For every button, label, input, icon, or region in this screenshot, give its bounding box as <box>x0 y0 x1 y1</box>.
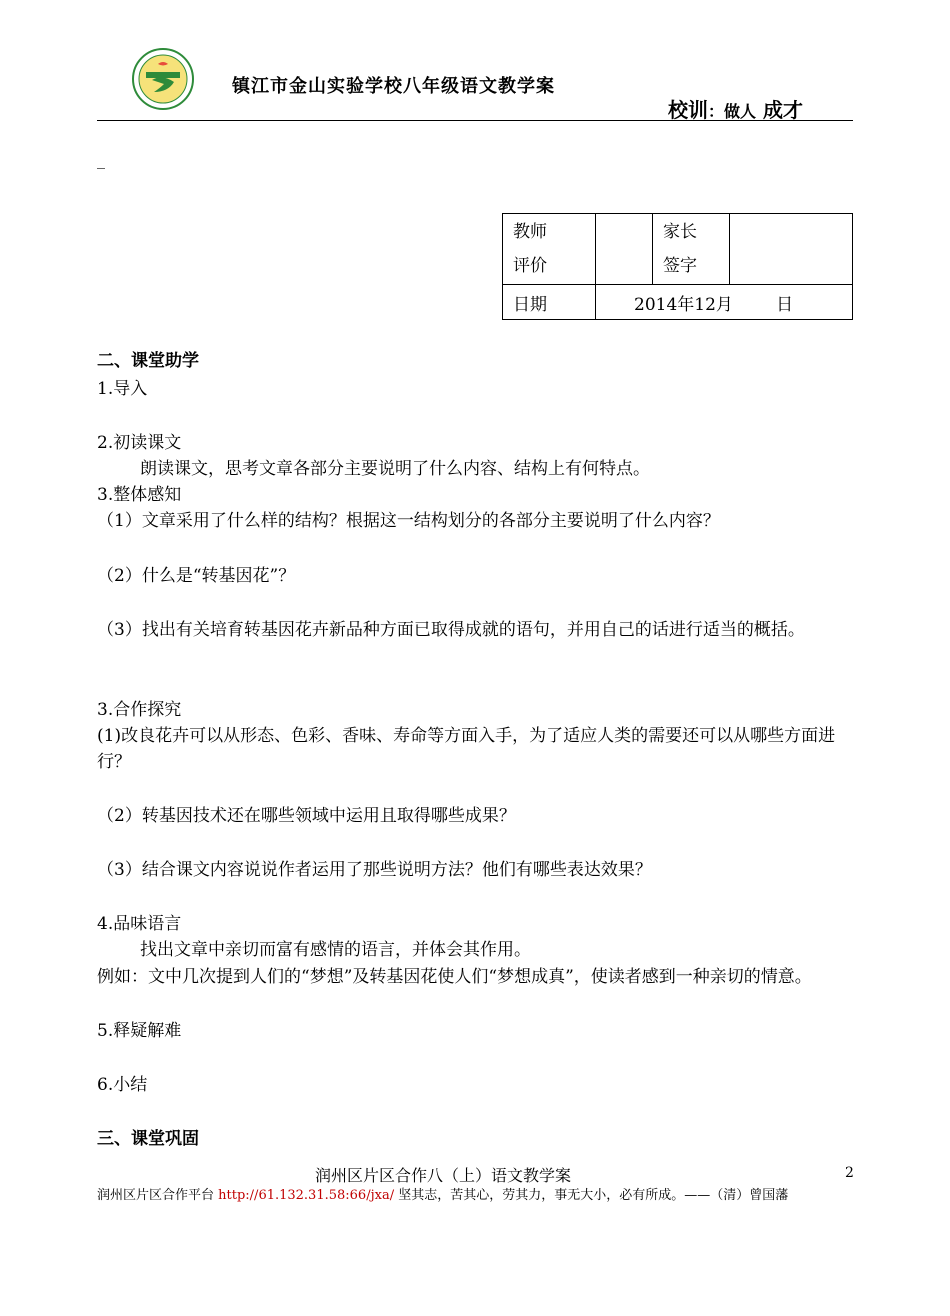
motto-part1: 做人 <box>724 102 757 121</box>
item-first-reading: 2.初读课文 <box>97 433 182 453</box>
item-overall: 3.整体感知 <box>97 485 182 505</box>
header-divider <box>97 120 853 121</box>
blank-line-mark: _ <box>97 150 105 169</box>
footer-url-link[interactable]: http://61.132.31.58:66/jxa/ <box>218 1188 395 1203</box>
item-language: 4.品味语言 <box>97 914 182 934</box>
footer-line <box>97 1184 788 1203</box>
date-label: 日期 <box>503 285 596 320</box>
parent-sign-field[interactable] <box>730 214 853 285</box>
question-structure: （1）文章采用了什么样的结构？根据这一结构划分的各部分主要说明了什么内容？ <box>97 511 720 531</box>
page-number: 2 <box>845 1165 854 1181</box>
section2-title: 二、课堂助学 <box>97 351 199 371</box>
footer-title: 润州区片区合作八（上）语文教学案 <box>315 1166 572 1185</box>
question-improvement: (1)改良花卉可以从形态、色彩、香味、寿命等方面入手，为了适应人类的需要还可以从哪些方面进行？ <box>97 726 836 772</box>
item-intro: 1.导入 <box>97 379 148 399</box>
parent-sign-label: 家长 签字 <box>653 214 730 285</box>
item-cooperation: 3.合作探究 <box>97 700 182 720</box>
first-reading-desc: 朗读课文，思考文章各部分主要说明了什么内容、结构上有何特点。 <box>140 459 650 479</box>
language-desc: 找出文章中亲切而富有感情的语言，并体会其作用。 <box>140 940 531 960</box>
teacher-eval-field[interactable] <box>596 214 653 285</box>
teacher-eval-label: 教师 评价 <box>503 214 596 285</box>
question-methods: （3）结合课文内容说说作者运用了那些说明方法？他们有哪些表达效果？ <box>97 860 652 880</box>
question-definition: （2）什么是“转基因花”？ <box>97 566 296 586</box>
school-motto <box>668 94 803 123</box>
school-title: 镇江市金山实验学校八年级语文教学案 <box>232 76 555 97</box>
item-questions: 5.释疑解难 <box>97 1021 182 1041</box>
question-achievements: （3）找出有关培育转基因花卉新品种方面已取得成就的语句，并用自己的话进行适当的概括。 <box>97 620 805 640</box>
language-example: 例如：文中几次提到人们的“梦想”及转基因花使人们“梦想成真”，使读者感到一种亲切的情意。 <box>97 967 812 987</box>
evaluation-table <box>502 213 853 320</box>
section3-title: 三、课堂巩固 <box>97 1129 199 1149</box>
school-logo <box>132 48 194 110</box>
motto-label: 校训 <box>668 98 708 122</box>
footer-platform: 润州区片区合作平台 <box>97 1188 215 1203</box>
footer-quote: 坚其志，苦其心，劳其力，事无大小，必有所成。——（清）曾国藩 <box>398 1188 789 1203</box>
motto-part2: 成才 <box>763 98 803 122</box>
motto-colon: ： <box>708 102 725 121</box>
date-value: 2014年12月 日 <box>596 285 853 320</box>
question-fields: （2）转基因技术还在哪些领域中运用且取得哪些成果？ <box>97 806 516 826</box>
item-summary: 6.小结 <box>97 1075 148 1095</box>
